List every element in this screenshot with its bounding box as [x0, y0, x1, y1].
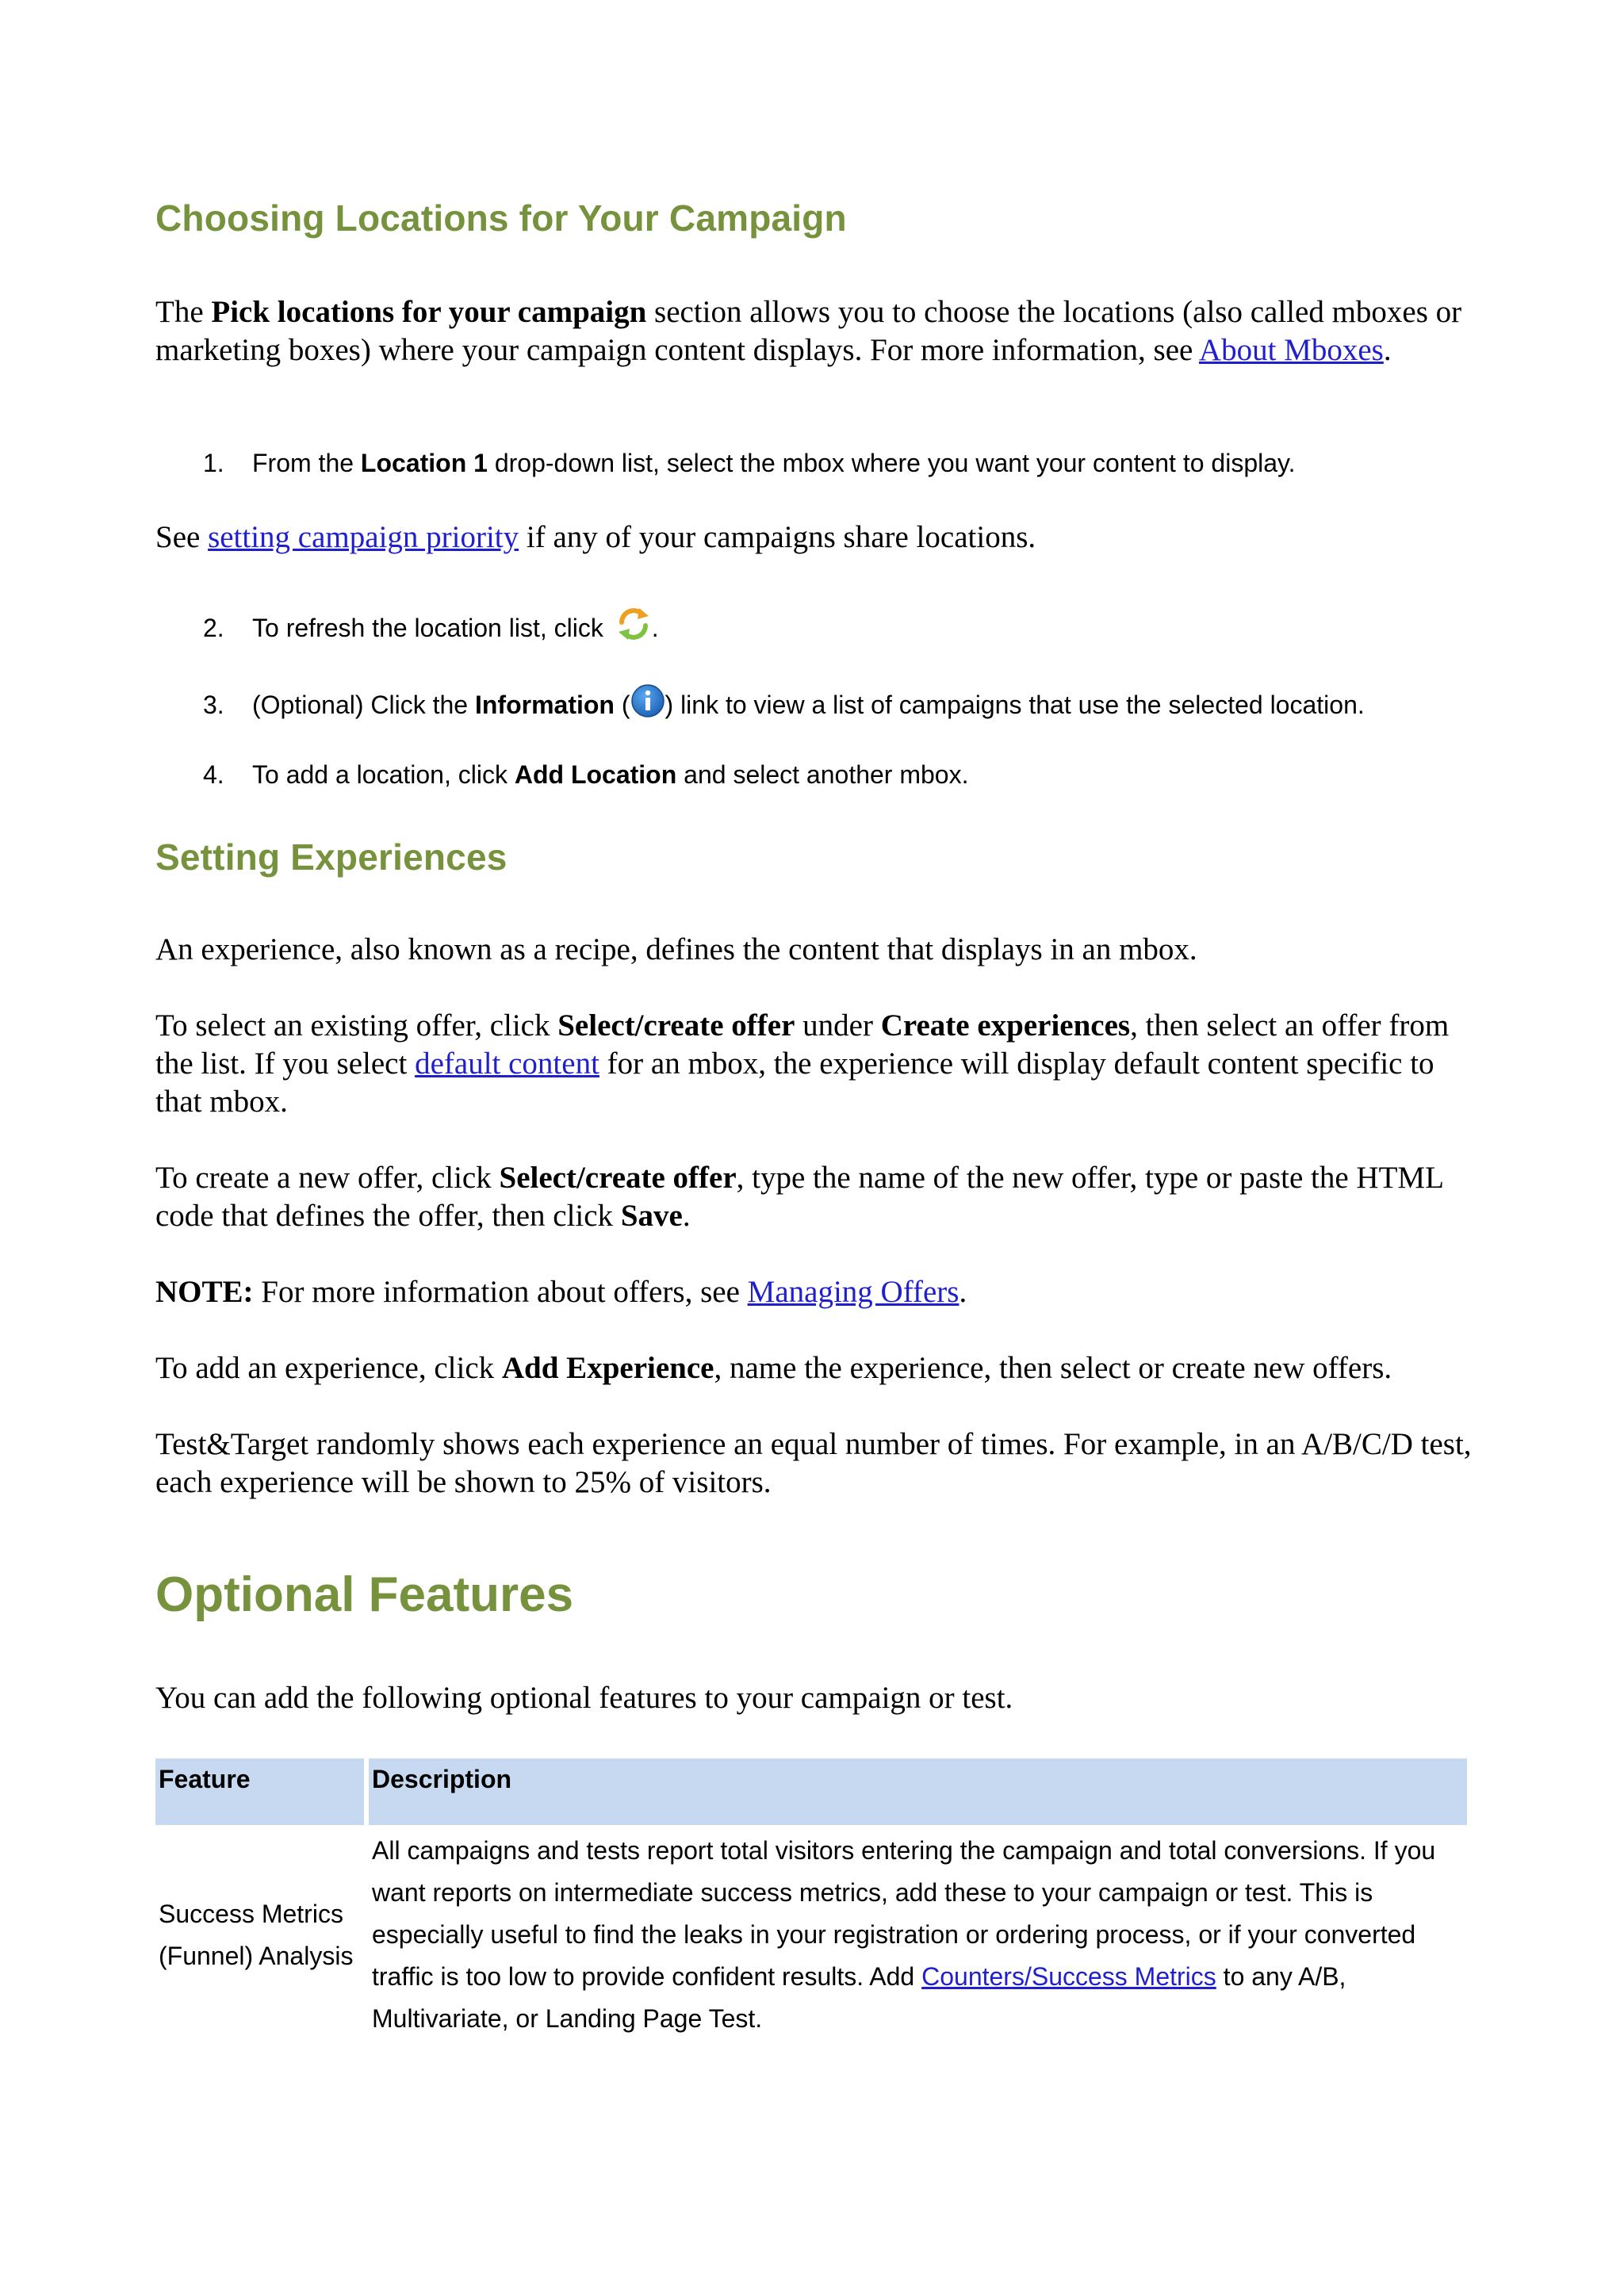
step-3: 3. (Optional) Click the Information ( ) link to view a list of campaigns that use the selected location. — [203, 683, 1365, 721]
table-row — [155, 1825, 1467, 2045]
default-content-link[interactable]: default content — [415, 1047, 599, 1081]
info-icon[interactable] — [630, 683, 665, 718]
heading-setting-experiences: Setting Experiences — [155, 836, 508, 878]
features-table — [151, 1758, 1472, 2045]
select-offer-paragraph: To select an existing offer, click Select/create offer under Create experiences, then select an offer from the list. If you select default content for an mbox, the experience will display default content specific to that mbox. — [155, 1008, 1450, 1119]
counters-success-metrics-link[interactable]: Counters/Success Metrics — [921, 1962, 1216, 1991]
about-mboxes-link[interactable]: About Mboxes — [1198, 333, 1384, 367]
create-offer-paragraph: To create a new offer, click Select/create offer, type the name of the new offer, type or paste the HTML code that defines the offer, then click Save. — [155, 1161, 1443, 1233]
setting-campaign-priority-link[interactable]: setting campaign priority — [208, 520, 519, 554]
step-2: 2. To refresh the location list, click . — [203, 605, 659, 644]
heading-choosing-locations: Choosing Locations for Your Campaign — [155, 197, 847, 239]
table-header-row — [155, 1758, 1467, 1825]
intro-paragraph: The Pick locations for your campaign section allows you to choose the locations (also called mboxes or marketing boxes) where your campaign content displays. For more information, see About Mboxes. — [155, 295, 1462, 367]
add-experience-paragraph: To add an experience, click Add Experience, name the experience, then select or create new offers. — [155, 1351, 1392, 1385]
managing-offers-link[interactable]: Managing Offers — [747, 1275, 959, 1309]
step-1: 1. From the Location 1 drop-down list, select the mbox where you want your content to display. — [203, 449, 1296, 477]
refresh-icon[interactable] — [615, 605, 652, 641]
header-description: Description — [369, 1758, 1467, 1825]
header-feature: Feature — [155, 1758, 364, 1825]
experience-definition: An experience, also known as a recipe, defines the content that displays in an mbox. — [155, 932, 1197, 966]
priority-paragraph: See setting campaign priority if any of your campaigns share locations. — [155, 520, 1036, 554]
optional-features-intro: You can add the following optional features to your campaign or test. — [155, 1681, 1013, 1715]
note-paragraph: NOTE: For more information about offers, see Managing Offers. — [155, 1275, 967, 1309]
description-cell: All campaigns and tests report total visitors entering the campaign and total conversions. If you want reports on intermediate success metrics, add these to your campaign or test. This is especially useful to find the leaks in your registration or ordering process, or if your converted traffic is too low to provide confident results. Add Counters/Success Metrics to any A/B, Multivariate, or Landing Page Test. — [372, 1836, 1436, 2033]
step-4: 4. To add a location, click Add Location and select another mbox. — [203, 760, 969, 789]
heading-optional-features: Optional Features — [155, 1567, 574, 1622]
test-target-paragraph: Test&Target randomly shows each experience an equal number of times. For example, in an A/B/C/D test, each experience will be shown to 25% of visitors. — [155, 1427, 1472, 1499]
feature-cell: Success Metrics (Funnel) Analysis — [159, 1899, 354, 1970]
